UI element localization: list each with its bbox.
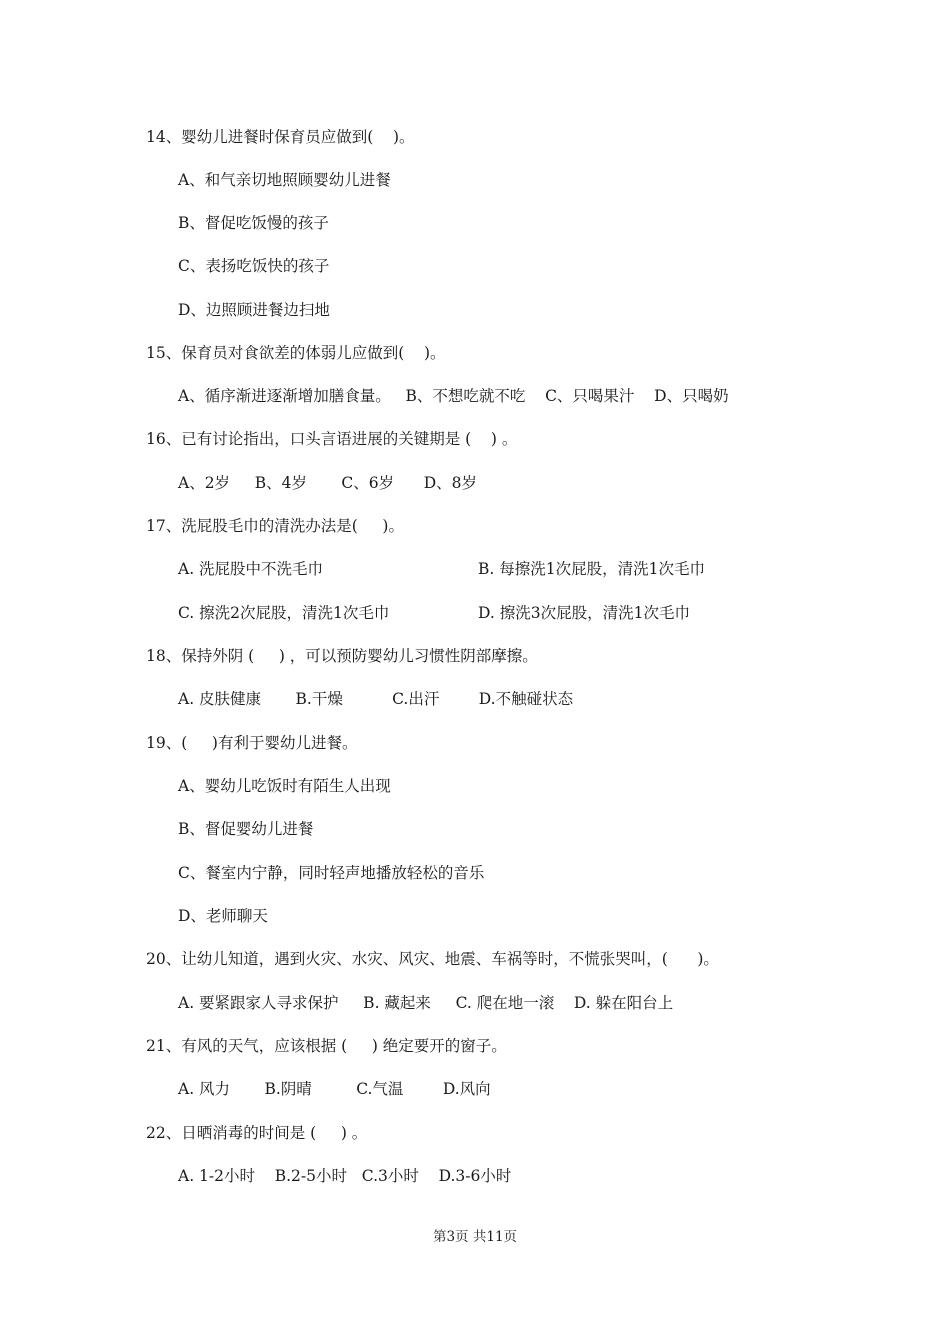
question-14-option-d: D、边照顾进餐边扫地 [178,301,330,319]
question-17-option-b: B. 每擦洗1次屁股，清洗1次毛巾 [478,560,705,578]
question-22-stem: 22、日晒消毒的时间是 ( ) 。 [146,1124,368,1142]
question-20-stem: 20、让幼儿知道，遇到火灾、水灾、风灾、地震、车祸等时，不慌张哭叫，( )。 [146,950,719,968]
question-14-option-b: B、督促吃饭慢的孩子 [178,214,329,232]
question-17-option-c: C. 擦洗2次屁股，清洗1次毛巾 [178,604,390,622]
question-18-options: A. 皮肤健康 B.干燥 C.出汗 D.不触碰状态 [178,690,574,708]
question-21-options: A. 风力 B.阴晴 C.气温 D.风向 [178,1080,491,1098]
question-17-option-d: D. 擦洗3次屁股，清洗1次毛巾 [478,604,690,622]
question-19-option-d: D、老师聊天 [178,907,268,925]
question-14-option-c: C、表扬吃饭快的孩子 [178,257,330,275]
question-22-options: A. 1-2小时 B.2-5小时 C.3小时 D.3-6小时 [178,1167,512,1185]
question-19-option-b: B、督促婴幼儿进餐 [178,820,314,838]
question-20-options: A. 要紧跟家人寻求保护 B. 藏起来 C. 爬在地一滚 D. 躲在阳台上 [178,994,674,1012]
question-19-option-a: A、婴幼儿吃饭时有陌生人出现 [178,777,391,795]
page-number-footer: 第3页 共11页 [432,1229,518,1245]
question-19-stem: 19、( )有利于婴幼儿进餐。 [146,734,358,752]
question-15-options: A、循序渐进逐渐增加膳食量。 B、不想吃就不吃 C、只喝果汁 D、只喝奶 [178,387,729,405]
question-14-stem: 14、婴幼儿进餐时保育员应做到( )。 [146,128,415,146]
question-15-stem: 15、保育员对食欲差的体弱儿应做到( )。 [146,344,446,362]
question-17-stem: 17、洗屁股毛巾的清洗办法是( )。 [146,517,404,535]
question-16-stem: 16、已有讨论指出，口头言语进展的关键期是 ( ) 。 [146,430,518,448]
question-14-option-a: A、和气亲切地照顾婴幼儿进餐 [178,171,391,189]
question-16-options: A、2岁 B、4岁 C、6岁 D、8岁 [178,474,478,492]
question-21-stem: 21、有风的天气，应该根据 ( ) 绝定要开的窗子。 [146,1037,507,1055]
question-18-stem: 18、保持外阴 ( ) ，可以预防婴幼儿习惯性阴部摩擦。 [146,647,538,665]
question-17-option-a: A. 洗屁股中不洗毛巾 [178,560,324,578]
question-19-option-c: C、餐室内宁静，同时轻声地播放轻松的音乐 [178,864,485,882]
